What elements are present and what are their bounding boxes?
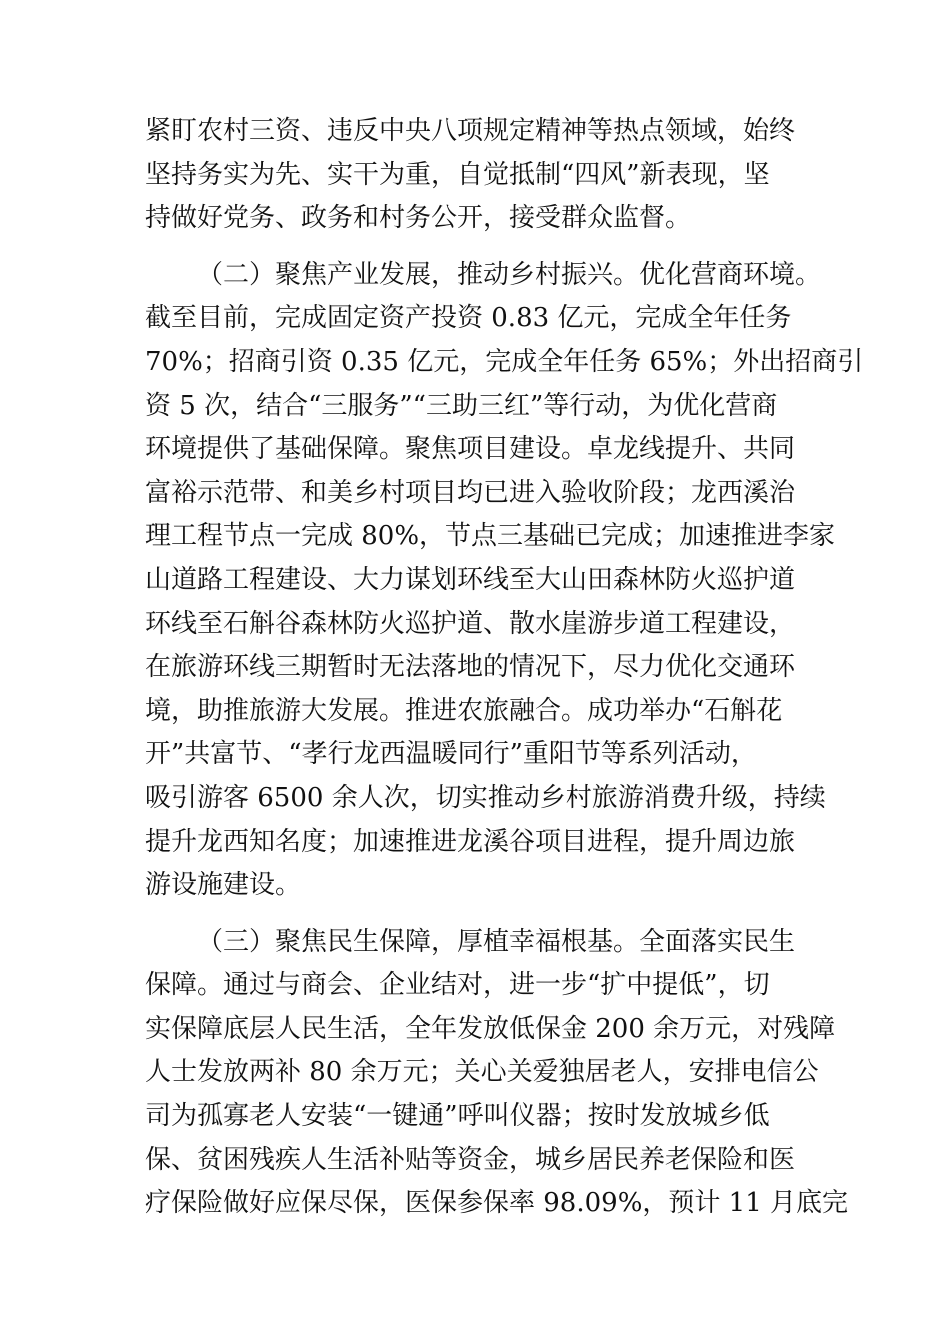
text-line: 截至目前，完成固定资产投资 0.83 亿元，完成全年任务 — [145, 303, 792, 334]
text-line: 持做好党务、政务和村务公开，接受群众监督。 — [145, 203, 692, 234]
text-line: 提升龙西知名度；加速推进龙溪谷项目进程，提升周边旅 — [145, 826, 796, 857]
text-line: 70%；招商引资 0.35 亿元，完成全年任务 65%；外出招商引 — [145, 346, 864, 377]
text-line: 实保障底层人民生活，全年发放低保金 200 余万元，对残障 — [145, 1013, 836, 1044]
document-body — [145, 110, 864, 1226]
text-line: 资 5 次，结合“三服务”“三助三红”等行动，为优化营商 — [145, 390, 778, 421]
text-line: 环线至石斛谷森林防火巡护道、散水崖游步道工程建设， — [145, 608, 796, 639]
text-line: 在旅游环线三期暂时无法落地的情况下，尽力优化交通环 — [145, 652, 796, 683]
text-line: 疗保险做好应保尽保，医保参保率 98.09%，预计 11 月底完 — [145, 1188, 849, 1219]
text-line: 吸引游客 6500 余人次，切实推动乡村旅游消费升级，持续 — [145, 782, 826, 813]
text-line: 环境提供了基础保障。聚焦项目建设。卓龙线提升、共同 — [145, 434, 796, 465]
text-line: 司为孤寡老人安装“一键通”呼叫仪器；按时发放城乡低 — [145, 1101, 770, 1132]
text-line: 游设施建设。 — [145, 870, 302, 901]
text-line: 保、贫困残疾人生活补贴等资金，城乡居民养老保险和医 — [145, 1144, 796, 1175]
text-line: 山道路工程建设、大力谋划环线至大山田森林防火巡护道 — [145, 564, 796, 595]
text-line: 理工程节点一完成 80%，节点三基础已完成；加速推进李家 — [145, 521, 836, 552]
section-three-heading-line: （三）聚焦民生保障，厚植幸福根基。全面落实民生 — [197, 926, 796, 957]
text-line: 保障。通过与商会、企业结对，进一步“扩中提低”，切 — [145, 970, 770, 1001]
text-line: 坚持务实为先、实干为重，自觉抵制“四风”新表现，坚 — [145, 159, 770, 190]
text-line: 富裕示范带、和美乡村项目均已进入验收阶段；龙西溪治 — [145, 477, 796, 508]
text-line: 境，助推旅游大发展。推进农旅融合。成功举办“石斛花 — [145, 695, 783, 726]
section-two-heading-line: （二）聚焦产业发展，推动乡村振兴。优化营商环境。 — [197, 259, 822, 290]
text-line: 紧盯农村三资、违反中央八项规定精神等热点领域，始终 — [145, 116, 796, 146]
text-line: 开”共富节、“孝行龙西温暖同行”重阳节等系列活动， — [145, 739, 757, 770]
text-line: 人士发放两补 80 余万元；关心关爱独居老人，安排电信公 — [145, 1057, 819, 1088]
